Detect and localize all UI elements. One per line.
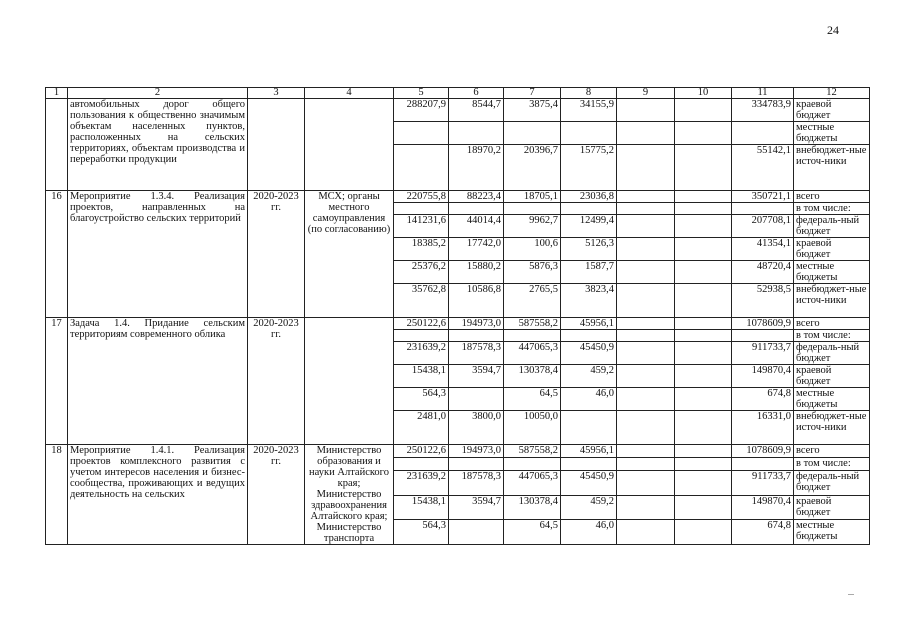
value-2022 (504, 122, 561, 145)
value-total: 350721,1 (732, 191, 794, 203)
value-col9 (617, 191, 675, 203)
value-col10 (675, 495, 732, 520)
value-2020: 564,3 (394, 520, 449, 545)
table-header (46, 88, 870, 99)
value-total: 149870,4 (732, 365, 794, 388)
value-2021 (449, 330, 504, 342)
value-col9 (617, 520, 675, 545)
funding-source: краевой бюджет (794, 99, 870, 122)
value-col9 (617, 238, 675, 261)
funding-source: внебюджет-ные источ-ники (794, 411, 870, 445)
value-2020: 231639,2 (394, 342, 449, 365)
funding-source: местные бюджеты (794, 520, 870, 545)
value-col10 (675, 215, 732, 238)
value-2023: 34155,9 (561, 99, 617, 122)
value-2022: 10050,0 (504, 411, 561, 445)
implementation-years (248, 99, 305, 191)
value-2022: 130378,4 (504, 365, 561, 388)
value-col9 (617, 388, 675, 411)
funding-source: внебюджет-ные источ-ники (794, 284, 870, 318)
value-total: 55142,1 (732, 145, 794, 191)
value-2021: 88223,4 (449, 191, 504, 203)
value-col9 (617, 122, 675, 145)
value-2023 (561, 457, 617, 470)
funding-source: федераль-ный бюджет (794, 342, 870, 365)
value-total (732, 122, 794, 145)
table-row (46, 318, 870, 330)
value-col9 (617, 470, 675, 495)
value-2023: 15775,2 (561, 145, 617, 191)
value-2023: 45956,1 (561, 445, 617, 458)
funding-source: местные бюджеты (794, 261, 870, 284)
funding-source: местные бюджеты (794, 122, 870, 145)
value-2020: 288207,9 (394, 99, 449, 122)
row-number: 17 (46, 318, 68, 445)
value-col9 (617, 342, 675, 365)
value-2021: 3594,7 (449, 365, 504, 388)
column-number: 12 (794, 88, 870, 99)
value-2021 (449, 457, 504, 470)
value-2022: 64,5 (504, 388, 561, 411)
funding-source: федераль-ный бюджет (794, 215, 870, 238)
value-2022: 18705,1 (504, 191, 561, 203)
value-total: 41354,1 (732, 238, 794, 261)
value-col10 (675, 191, 732, 203)
funding-source: местные бюджеты (794, 388, 870, 411)
value-col9 (617, 457, 675, 470)
value-2023: 1587,7 (561, 261, 617, 284)
value-2022 (504, 457, 561, 470)
value-2020: 141231,6 (394, 215, 449, 238)
value-2023: 46,0 (561, 520, 617, 545)
funding-source: в том числе: (794, 457, 870, 470)
column-number: 7 (504, 88, 561, 99)
value-2021 (449, 520, 504, 545)
value-2022: 587558,2 (504, 445, 561, 458)
value-col9 (617, 215, 675, 238)
measure-name: Мероприятие 1.4.1. Реализация проектов комплексного развития с учетом интересов населения и бизнес-сообщества, проживающих и ведущих деятельность на сельских (68, 445, 248, 545)
row-number: 16 (46, 191, 68, 318)
value-col10 (675, 318, 732, 330)
value-2021: 187578,3 (449, 342, 504, 365)
value-2022: 5876,3 (504, 261, 561, 284)
executor: Министерство образования и науки Алтайского края; Министерство здравоохранения Алтайского края; Министерство транспорта (305, 445, 394, 545)
executor (305, 99, 394, 191)
value-col10 (675, 122, 732, 145)
value-2023: 45450,9 (561, 470, 617, 495)
value-col9 (617, 495, 675, 520)
value-2022: 3875,4 (504, 99, 561, 122)
table-row (46, 191, 870, 203)
value-col9 (617, 411, 675, 445)
funding-source: всего (794, 318, 870, 330)
value-2021: 44014,4 (449, 215, 504, 238)
value-2023: 45450,9 (561, 342, 617, 365)
implementation-years: 2020-2023 гг. (248, 191, 305, 318)
value-2020: 18385,2 (394, 238, 449, 261)
value-2022: 64,5 (504, 520, 561, 545)
value-2020 (394, 203, 449, 215)
executor: МСХ; органы местного самоуправления (по согласованию) (305, 191, 394, 318)
value-2022: 587558,2 (504, 318, 561, 330)
value-2020 (394, 457, 449, 470)
value-2022: 2765,5 (504, 284, 561, 318)
value-total: 149870,4 (732, 495, 794, 520)
value-2021 (449, 203, 504, 215)
value-2021 (449, 388, 504, 411)
value-col10 (675, 457, 732, 470)
value-2021: 17742,0 (449, 238, 504, 261)
value-total: 911733,7 (732, 342, 794, 365)
page-number: 24 (827, 23, 839, 37)
value-total: 674,8 (732, 520, 794, 545)
value-col9 (617, 99, 675, 122)
funding-source: краевой бюджет (794, 365, 870, 388)
value-col10 (675, 238, 732, 261)
value-2023: 46,0 (561, 388, 617, 411)
value-col10 (675, 388, 732, 411)
value-2022: 100,6 (504, 238, 561, 261)
measure-name: Мероприятие 1.3.4. Реализация проектов, направленных на благоустройство сельских территорий (68, 191, 248, 318)
value-2020: 15438,1 (394, 365, 449, 388)
value-2022: 447065,3 (504, 342, 561, 365)
column-number: 8 (561, 88, 617, 99)
value-2023: 459,2 (561, 365, 617, 388)
value-2021: 3800,0 (449, 411, 504, 445)
value-2023 (561, 122, 617, 145)
value-2020: 250122,6 (394, 318, 449, 330)
value-2020: 25376,2 (394, 261, 449, 284)
funding-source: краевой бюджет (794, 495, 870, 520)
value-col10 (675, 365, 732, 388)
value-col9 (617, 445, 675, 458)
value-col10 (675, 520, 732, 545)
funding-source: в том числе: (794, 203, 870, 215)
value-col9 (617, 203, 675, 215)
value-col9 (617, 318, 675, 330)
column-number: 11 (732, 88, 794, 99)
program-table (45, 87, 870, 545)
value-col9 (617, 284, 675, 318)
value-total: 48720,4 (732, 261, 794, 284)
value-2020: 2481,0 (394, 411, 449, 445)
funding-source: внебюджет-ные источ-ники (794, 145, 870, 191)
value-col9 (617, 330, 675, 342)
column-number: 3 (248, 88, 305, 99)
funding-source: всего (794, 191, 870, 203)
value-2021: 18970,2 (449, 145, 504, 191)
value-2021: 3594,7 (449, 495, 504, 520)
measure-name: Задача 1.4. Придание сельским территориям современного облика (68, 318, 248, 445)
value-col10 (675, 342, 732, 365)
value-total: 674,8 (732, 388, 794, 411)
funding-source: краевой бюджет (794, 238, 870, 261)
value-2023 (561, 411, 617, 445)
implementation-years: 2020-2023 гг. (248, 445, 305, 545)
value-2020: 220755,8 (394, 191, 449, 203)
value-2023: 12499,4 (561, 215, 617, 238)
funding-source: в том числе: (794, 330, 870, 342)
value-2020 (394, 145, 449, 191)
value-2023: 5126,3 (561, 238, 617, 261)
value-total: 16331,0 (732, 411, 794, 445)
value-2022 (504, 330, 561, 342)
value-col10 (675, 445, 732, 458)
table-row (46, 99, 870, 122)
value-col10 (675, 411, 732, 445)
implementation-years: 2020-2023 гг. (248, 318, 305, 445)
value-col9 (617, 145, 675, 191)
value-col10 (675, 284, 732, 318)
value-total (732, 457, 794, 470)
value-2021: 187578,3 (449, 470, 504, 495)
value-2023: 459,2 (561, 495, 617, 520)
value-2020: 231639,2 (394, 470, 449, 495)
value-total: 1078609,9 (732, 318, 794, 330)
value-2021: 10586,8 (449, 284, 504, 318)
row-number: 18 (46, 445, 68, 545)
value-2020: 564,3 (394, 388, 449, 411)
value-2020 (394, 330, 449, 342)
value-2022: 20396,7 (504, 145, 561, 191)
value-2023: 23036,8 (561, 191, 617, 203)
value-total: 911733,7 (732, 470, 794, 495)
value-2022: 9962,7 (504, 215, 561, 238)
value-2022: 130378,4 (504, 495, 561, 520)
value-2023: 3823,4 (561, 284, 617, 318)
value-2020: 250122,6 (394, 445, 449, 458)
value-total: 334783,9 (732, 99, 794, 122)
value-col10 (675, 261, 732, 284)
row-number (46, 99, 68, 191)
value-col10 (675, 99, 732, 122)
value-2022: 447065,3 (504, 470, 561, 495)
value-total: 1078609,9 (732, 445, 794, 458)
funding-source: всего (794, 445, 870, 458)
value-2023 (561, 203, 617, 215)
column-number: 6 (449, 88, 504, 99)
measure-name: автомобильных дорог общего пользования к общественно значимым объектам населенных пунктов, расположенных на сельских территориях, объектам производства и переработки продукции (68, 99, 248, 191)
column-number: 10 (675, 88, 732, 99)
funding-source: федераль-ный бюджет (794, 470, 870, 495)
column-number: 1 (46, 88, 68, 99)
value-2020: 35762,8 (394, 284, 449, 318)
value-total: 207708,1 (732, 215, 794, 238)
value-col10 (675, 330, 732, 342)
value-col10 (675, 203, 732, 215)
column-number: 2 (68, 88, 248, 99)
column-number: 4 (305, 88, 394, 99)
value-col9 (617, 261, 675, 284)
table-row (46, 445, 870, 458)
value-total: 52938,5 (732, 284, 794, 318)
value-col9 (617, 365, 675, 388)
value-2021: 194973,0 (449, 445, 504, 458)
value-col10 (675, 470, 732, 495)
value-2023: 45956,1 (561, 318, 617, 330)
executor (305, 318, 394, 445)
column-number: 9 (617, 88, 675, 99)
scan-mark (848, 594, 854, 595)
value-2022 (504, 203, 561, 215)
value-2021: 15880,2 (449, 261, 504, 284)
value-2021: 194973,0 (449, 318, 504, 330)
value-2020 (394, 122, 449, 145)
value-col10 (675, 145, 732, 191)
value-2020: 15438,1 (394, 495, 449, 520)
value-total (732, 330, 794, 342)
value-2023 (561, 330, 617, 342)
column-number: 5 (394, 88, 449, 99)
value-total (732, 203, 794, 215)
value-2021: 8544,7 (449, 99, 504, 122)
value-2021 (449, 122, 504, 145)
